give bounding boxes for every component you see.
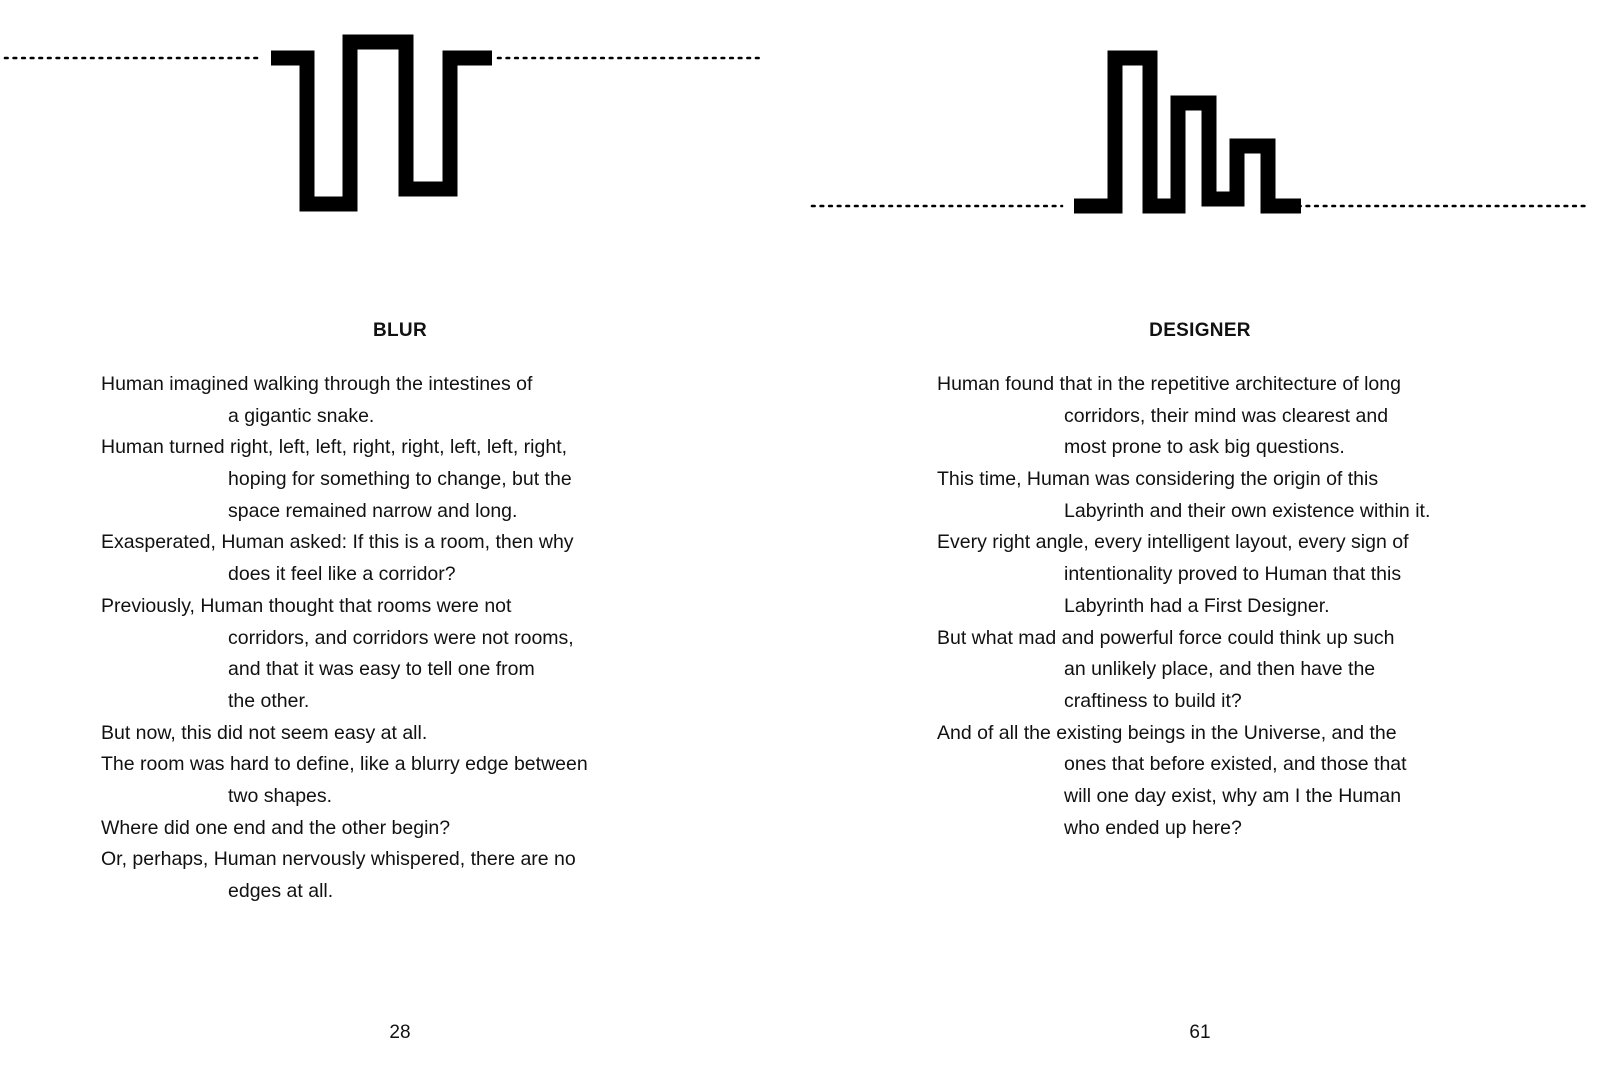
poem-line: Where did one end and the other begin?: [101, 816, 451, 839]
poem-line: And of all the existing beings in the Universe, and the: [937, 721, 1397, 744]
poem-line-continuation: an unlikely place, and then have the: [1064, 658, 1376, 681]
poem-title: BLUR: [373, 319, 427, 341]
poem-line: But now, this did not seem easy at all.: [101, 721, 428, 744]
poem-line: Previously, Human thought that rooms were not: [101, 594, 512, 617]
poem-line-continuation: the other.: [228, 689, 310, 712]
poem-line: Human found that in the repetitive architecture of long: [937, 373, 1401, 395]
page-number: 61: [1189, 1022, 1211, 1043]
poem-line: Or, perhaps, Human nervously whispered, there are no: [101, 848, 576, 871]
poem-line-continuation: will one day exist, why am I the Human: [1064, 784, 1402, 807]
poem-line-continuation: two shapes.: [228, 784, 333, 807]
labyrinth-path: [271, 42, 492, 204]
poem-line-continuation: most prone to ask big questions.: [1064, 436, 1345, 459]
poem-line-continuation: and that it was easy to tell one from: [228, 658, 535, 681]
poem-body: [101, 369, 721, 908]
poem-line-continuation: space remained narrow and long.: [228, 499, 518, 522]
poem-line-continuation: hoping for something to change, but the: [228, 468, 572, 491]
page-number: 28: [389, 1022, 411, 1043]
poem-line-continuation: intentionality proved to Human that this: [1064, 563, 1402, 586]
labyrinth-path: [1074, 58, 1301, 206]
poem-line: This time, Human was considering the origin of this: [937, 468, 1379, 491]
poem-line-continuation: ones that before existed, and those that: [1064, 753, 1407, 776]
poem-line-continuation: craftiness to build it?: [1064, 689, 1242, 712]
labyrinth-blur-icon: [0, 0, 800, 240]
poem-line-continuation: who ended up here?: [1064, 816, 1242, 839]
poem-line-continuation: Labyrinth and their own existence within it.: [1064, 499, 1431, 522]
labyrinth-designer-icon: [800, 0, 1600, 240]
poem-line: But what mad and powerful force could think up such: [937, 626, 1395, 649]
poem-body: [937, 369, 1557, 844]
right-page: [800, 0, 1600, 1075]
poem-line: The room was hard to define, like a blurry edge between: [101, 753, 588, 776]
poem-line-continuation: does it feel like a corridor?: [228, 563, 456, 586]
poem-line-continuation: corridors, their mind was clearest and: [1064, 404, 1389, 427]
poem-line: Human turned right, left, left, right, right, left, left, right,: [101, 436, 568, 459]
poem-line: Human imagined walking through the intestines of: [101, 373, 533, 395]
poem-title: DESIGNER: [1149, 319, 1251, 341]
poem-line: Every right angle, every intelligent layout, every sign of: [937, 531, 1409, 554]
poem-line-continuation: a gigantic snake.: [228, 404, 375, 427]
poem-line-continuation: corridors, and corridors were not rooms,: [228, 626, 574, 649]
poem-line-continuation: Labyrinth had a First Designer.: [1064, 594, 1330, 617]
poem-line: Exasperated, Human asked: If this is a room, then why: [101, 531, 574, 554]
poem-line-continuation: edges at all.: [228, 880, 334, 902]
